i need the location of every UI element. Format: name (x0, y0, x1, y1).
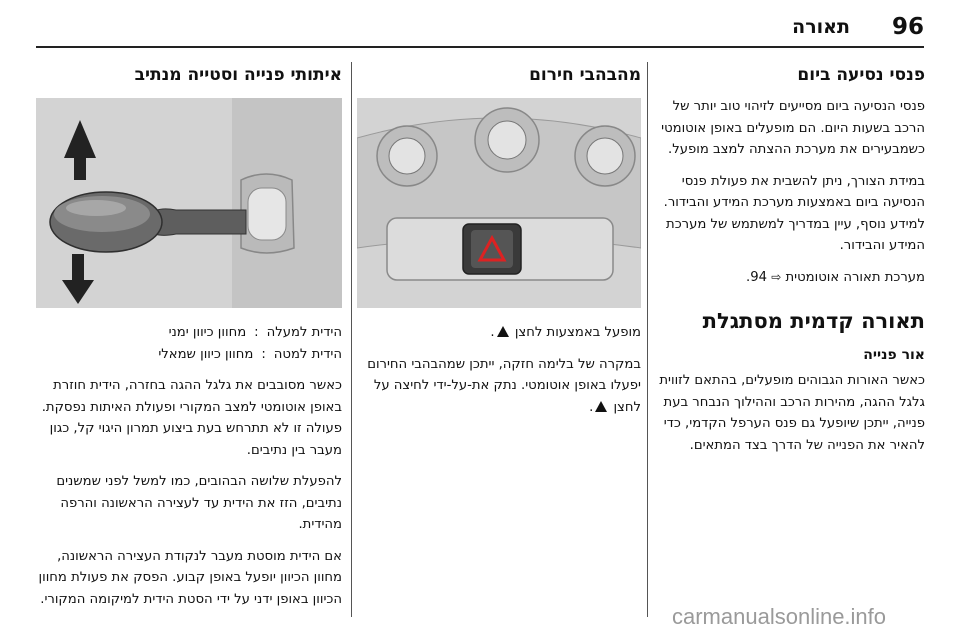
section-title-daytime-lights: פנסי נסיעה ביום (797, 65, 925, 85)
paragraph: במידת הצורך, ניתן להשבית את פעולת פנסי הנסיעה ביום באמצעות מערכת המידע והבידור. למידע נוסף, עיין במדריך למשתמש של מערכת המידע והבידור. (663, 173, 925, 253)
caption-lever-up (36, 322, 342, 344)
paragraph: כאשר מסובבים את גלגל ההגה בחזרה, הידית חוזרת באופן אוטומטי למצב המקורי ופעולת האיתות נפסקת. פעולה זו לא תתרחש בעת ביצוע תמרון היגוי קל, כגון מעבר בין נתיבים. (41, 378, 342, 458)
section-title-turn-signals: איתותי פנייה וסטייה מנתיב (134, 65, 342, 85)
paragraph: כאשר האורות הגבוהים מופעלים, בהתאם לזווית גלגל ההגה, מהירות הרכב וההילוך הנבחר בעת פנייה, ייתכן שיופעל גם פנס הערפל הקדמי, כדי להאיר את הפנייה של הדרך בצד המתאים. (659, 373, 925, 453)
page-number: 96 (891, 14, 924, 40)
paragraph: אם הידית מוסטת מעבר לנקודת העצירה הראשונה, מחוון הכיוון יופעל באופן קבוע. הפסק את פעולת מחוון הכיוון באופן ידני על ידי הסטת הידית למיקומה המקורי. (38, 548, 342, 607)
paragraph-text: במקרה של בלימה חזקה, ייתכן שמהבהבי החירום יפעלו באופן אוטומטי. נתק את-על-ידי לחיצה על לחצן (367, 356, 641, 415)
hazard-triangle-icon (497, 326, 509, 337)
figure-caption (357, 322, 641, 344)
paragraph (357, 354, 641, 419)
paragraph: להפעלת שלושה הבהובים, כמו למשל לפני שמשנים נתיבים, הזז את הידית עד לעצירה הראשונה והרפה מהידית. (56, 474, 342, 532)
column-daytime-running-lights (653, 62, 925, 466)
column-hazard-lights (357, 62, 641, 428)
turn-signal-lever-illustration (36, 98, 342, 308)
arrow-right-icon: ⇨ (771, 269, 782, 284)
chapter-title: תאורה (792, 16, 850, 38)
watermark: carmanualsonline.info (672, 604, 887, 629)
section-title-hazard-lights: מהבהבי חירום (529, 65, 641, 85)
column-turn-signals (36, 62, 342, 620)
subsection-title-cornering-light: אור פנייה (863, 347, 925, 363)
hazard-switch-illustration (357, 98, 641, 308)
caption-lever-down (36, 344, 342, 366)
caption-label: הידית למטה (273, 346, 342, 362)
cross-reference[interactable] (653, 267, 925, 289)
caption-colon: : (261, 346, 266, 362)
caption-colon: : (254, 325, 259, 340)
caption-text: מופעל באמצעות לחצן (514, 325, 641, 340)
section-title-adaptive-lighting: תאורה קדמית מסתגלת (702, 309, 925, 333)
page-header (36, 14, 924, 54)
caption-value: מחוון כיוון שמאלי (158, 346, 254, 362)
caption-end: . (490, 325, 495, 340)
paragraph: פנסי הנסיעה ביום מסייעים לזיהוי טוב יותר של הרכב בשעות היום. הם מופעלים באופן אוטומטי כשמבעירים את מערכת ההצתה למצב מופעל. (661, 99, 925, 157)
hazard-triangle-icon (595, 401, 607, 412)
cross-reference-text: מערכת תאורה אוטומטית (785, 269, 925, 285)
cross-reference-page: 94. (746, 269, 768, 285)
column-divider-right (647, 62, 648, 617)
header-rule (36, 46, 924, 48)
caption-value: מחוון כיוון ימני (168, 325, 247, 340)
column-divider-left (351, 62, 352, 617)
caption-label: הידית למעלה (266, 325, 342, 340)
paragraph-end: . (589, 399, 594, 415)
